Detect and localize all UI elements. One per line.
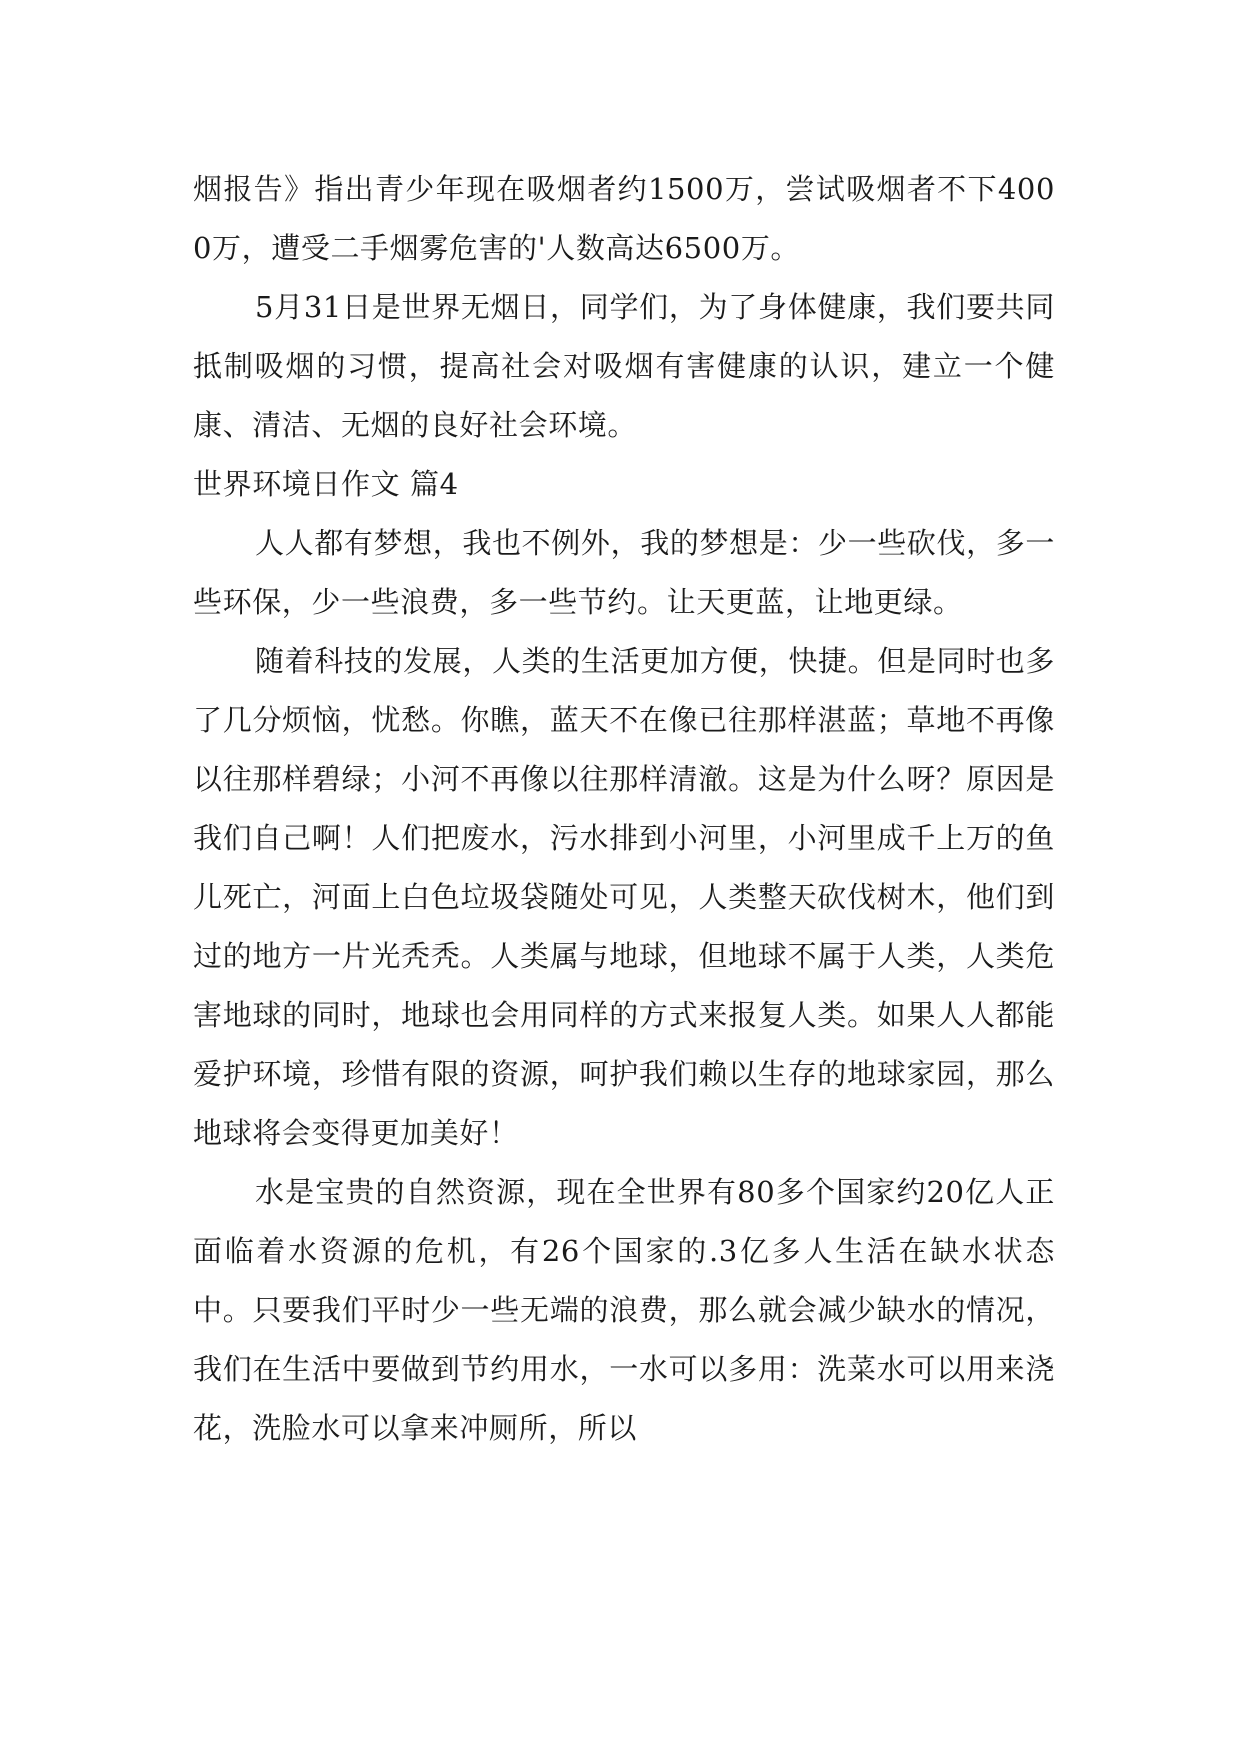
document-body bbox=[193, 160, 1055, 1458]
paragraph-continued: 烟报告》指出青少年现在吸烟者约1500万，尝试吸烟者不下4000万，遭受二手烟雾危害的'人数高达6500万。 bbox=[193, 172, 1055, 265]
paragraph-water: 水是宝贵的自然资源，现在全世界有80多个国家约20亿人正面临着水资源的危机，有26个国家的.3亿多人生活在缺水状态中。只要我们平时少一些无端的浪费，那么就会减少缺水的情况，我们在生活中要做到节约用水，一水可以多用：洗菜水可以用来浇花，洗脸水可以拿来冲厕所，所以 bbox=[193, 1175, 1055, 1445]
paragraph-dream: 人人都有梦想，我也不例外，我的梦想是：少一些砍伐，多一些环保，少一些浪费，多一些节约。让天更蓝，让地更绿。 bbox=[193, 526, 1055, 619]
section-heading: 世界环境日作文 篇4 bbox=[193, 467, 459, 501]
paragraph-technology: 随着科技的发展，人类的生活更加方便，快捷。但是同时也多了几分烦恼，忧愁。你瞧，蓝天不在像已往那样湛蓝；草地不再像以往那样碧绿；小河不再像以往那样清澈。这是为什么呀？原因是我们自己啊！人们把废水，污水排到小河里，小河里成千上万的鱼儿死亡，河面上白色垃圾袋随处可见，人类整天砍伐树木，他们到过的地方一片光秃秃。人类属与地球，但地球不属于人类，人类危害地球的同时，地球也会用同样的方式来报复人类。如果人人都能爱护环境，珍惜有限的资源，呵护我们赖以生存的地球家园，那么地球将会变得更加美好！ bbox=[193, 644, 1055, 1150]
paragraph-no-smoking-day: 5月31日是世界无烟日，同学们，为了身体健康，我们要共同抵制吸烟的习惯，提高社会对吸烟有害健康的认识，建立一个健康、清洁、无烟的良好社会环境。 bbox=[193, 290, 1055, 442]
